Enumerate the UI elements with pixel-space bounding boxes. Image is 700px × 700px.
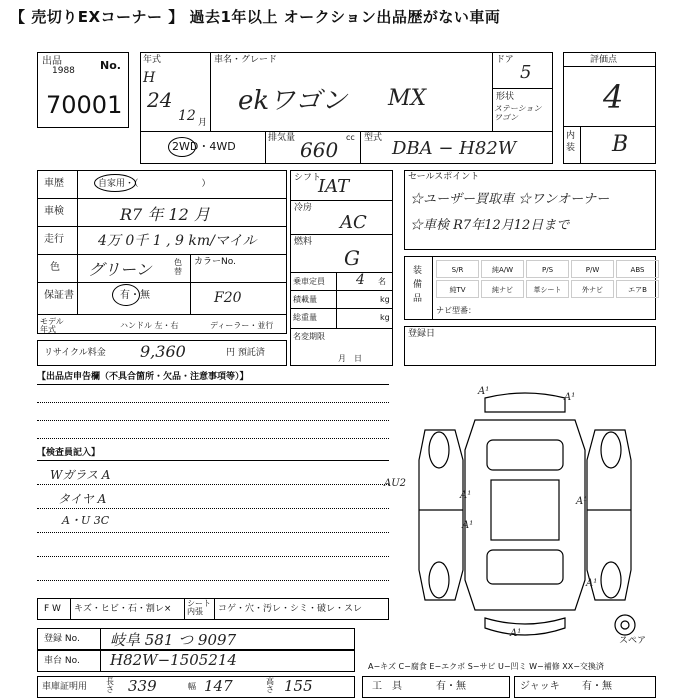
- car-name: ekワゴン: [238, 86, 348, 116]
- equipment-item: P/S: [526, 260, 569, 278]
- load-label: 積載量: [293, 295, 317, 304]
- width-value: 147: [204, 677, 233, 695]
- era-value: H: [143, 70, 156, 86]
- month-value: 12: [178, 108, 196, 124]
- damage-legend: A−キズ C−腐食 E−エクボ S−サビ U−凹ミ W−補修 XX−交換済: [368, 662, 604, 671]
- change-unit: 月 日: [338, 354, 362, 363]
- color-sub: 色替: [174, 258, 182, 276]
- spare-label: スペア: [619, 636, 647, 646]
- year-value: 24: [147, 88, 173, 112]
- equipment-item: ABS: [616, 260, 659, 278]
- capacity-label: 乗車定員: [293, 277, 325, 286]
- damage-mark-8: A¹: [510, 628, 522, 639]
- inspector-line-3: A・U 3C: [62, 514, 110, 527]
- door-label: ドア: [496, 55, 514, 65]
- reg-no-value: 岐阜 581 つ 9097: [110, 631, 237, 649]
- interior-label: 内装: [566, 131, 576, 153]
- inspection-value: R7 年 12 月: [120, 205, 210, 224]
- equipment-item: P/W: [571, 260, 614, 278]
- damage-mark-7: AU2: [384, 478, 407, 489]
- ac-value: AC: [340, 212, 367, 233]
- ac-label: 冷房: [294, 203, 313, 213]
- recycle-unit: 円 預託済: [226, 348, 265, 358]
- equipment-item: 純ナビ: [481, 280, 524, 298]
- registration-label: 登録日: [408, 329, 436, 339]
- equipment-label: 装備品: [413, 266, 423, 304]
- nenshiki-label: 年式: [143, 55, 162, 65]
- details-box: [37, 170, 287, 334]
- damage-mark-6: A¹: [586, 578, 598, 589]
- tools-label: 工 具: [372, 681, 402, 692]
- sales-point-line1: ☆ユーザー買取車 ☆ワンオーナー: [410, 192, 610, 207]
- sales-point-label: セールスポイント: [408, 172, 480, 182]
- seller-notes-label: 【出品店申告欄（不具合箇所・欠品・注意事項等）】: [37, 372, 249, 382]
- shift-label: シフト: [294, 173, 322, 183]
- damage-mark-1: A¹: [478, 386, 490, 397]
- model-value: DBA − H82W: [392, 138, 517, 159]
- navi-label: ナビ型番：: [436, 306, 476, 315]
- lot-number: 70001: [46, 91, 123, 119]
- gross-unit: kg: [380, 313, 390, 322]
- load-unit: kg: [380, 295, 390, 304]
- lot-label-no: No.: [100, 59, 121, 72]
- gross-label: 総重量: [293, 313, 317, 322]
- history-label: 車歴: [44, 178, 64, 189]
- type-label: モデル 年式: [40, 317, 64, 334]
- shift-value: IAT: [318, 176, 350, 197]
- damage-mark-2: A¹: [564, 392, 576, 403]
- recycle-label: リサイクル料金: [44, 348, 106, 358]
- warranty-value: 有・無: [120, 290, 150, 301]
- fuel-label: 燃料: [294, 237, 313, 247]
- capacity-value: 4: [356, 272, 365, 288]
- width-label: 幅: [188, 682, 196, 691]
- lot-year-mark: 1988: [52, 66, 75, 76]
- dealer-label: ディーラー・並行: [210, 321, 274, 330]
- body-label: 形状: [496, 92, 515, 102]
- page-title: 【 売切りEXコーナー 】 過去1年以上 オークション出品歴がない車両: [10, 8, 501, 26]
- car-damage-diagram: [395, 380, 655, 650]
- inspector-line-1: Wガラス A: [50, 468, 111, 482]
- change-label: 名変期限: [293, 332, 325, 341]
- history-options: 自家用・（ ）: [98, 179, 211, 189]
- jack-label: ジャッキ: [520, 681, 560, 692]
- sales-point-line2: ☆車検 R7年12月12日まで: [410, 218, 570, 233]
- rating-label: 評価点: [590, 55, 618, 65]
- history-circle: [94, 174, 136, 192]
- fw-label: F W: [44, 604, 61, 614]
- color-no-value: F20: [214, 290, 242, 306]
- chassis-value: H82W−1505214: [110, 651, 237, 669]
- lot-number-box: [37, 52, 129, 128]
- equipment-item: 純TV: [436, 280, 479, 298]
- lot-label-prefix: 出品: [42, 56, 62, 67]
- month-unit: 月: [198, 118, 208, 128]
- car-grade: MX: [388, 86, 427, 111]
- warranty-circle: [112, 284, 140, 306]
- inspection-label: 車検: [44, 206, 64, 217]
- capacity-unit: 名: [378, 277, 386, 286]
- fuel-value: G: [344, 246, 360, 270]
- door-value: 5: [520, 62, 532, 83]
- equipment-item: 外ナビ: [571, 280, 614, 298]
- height-value: 155: [284, 677, 313, 695]
- damage-mark-4: A¹: [462, 520, 474, 531]
- drive-value: 2WD・4WD: [172, 140, 236, 153]
- sales-point-box: [404, 170, 656, 250]
- registration-box: [404, 326, 656, 366]
- interior-value: B: [612, 132, 629, 157]
- length-value: 339: [128, 677, 157, 695]
- inspector-label: 【検査員記入】: [37, 448, 101, 458]
- mileage-label: 走行: [44, 234, 64, 245]
- car-name-label: 車名・グレード: [214, 55, 278, 65]
- seat-value: コゲ・穴・汚レ・シミ・破レ・スレ: [218, 604, 363, 614]
- color-no-label: カラーNo.: [194, 257, 236, 267]
- chassis-label: 車台 No.: [44, 656, 80, 666]
- damage-mark-5: A¹: [576, 496, 588, 507]
- length-label: 長さ: [106, 677, 114, 694]
- rating-score: 4: [603, 78, 624, 116]
- tools-value: 有・無: [436, 681, 466, 692]
- seat-label: シート 内張: [187, 599, 211, 616]
- dim-label: 車庫証明用: [42, 682, 88, 692]
- reg-no-label: 登録 No.: [44, 634, 80, 644]
- drive-circle: [168, 137, 196, 157]
- equipment-item: 純A/W: [481, 260, 524, 278]
- handle-label: ハンドル 左・右: [120, 321, 179, 330]
- color-label: 色: [50, 262, 60, 273]
- equipment-item: S/R: [436, 260, 479, 278]
- jack-value: 有・無: [582, 681, 612, 692]
- body-value: ステーション ワゴン: [494, 104, 542, 122]
- damage-mark-3: A¹: [460, 490, 472, 501]
- warranty-label: 保証書: [44, 290, 74, 301]
- cc-unit: cc: [346, 133, 355, 142]
- recycle-value: 9,360: [140, 342, 186, 361]
- model-label: 型式: [364, 133, 383, 143]
- height-label: 高さ: [266, 677, 274, 694]
- equipment-item: 革シート: [526, 280, 569, 298]
- inspector-line-2: タイヤ A: [58, 492, 107, 506]
- color-value: グリーン: [88, 260, 152, 279]
- fw-value: キズ・ヒビ・石・割レ×: [74, 604, 172, 614]
- displacement-label: 排気量: [268, 133, 296, 143]
- equipment-item: エアB: [616, 280, 659, 298]
- displacement-value: 660: [300, 138, 339, 162]
- mileage-value: 4万 0千 1 , 9 km/マイル: [98, 233, 257, 249]
